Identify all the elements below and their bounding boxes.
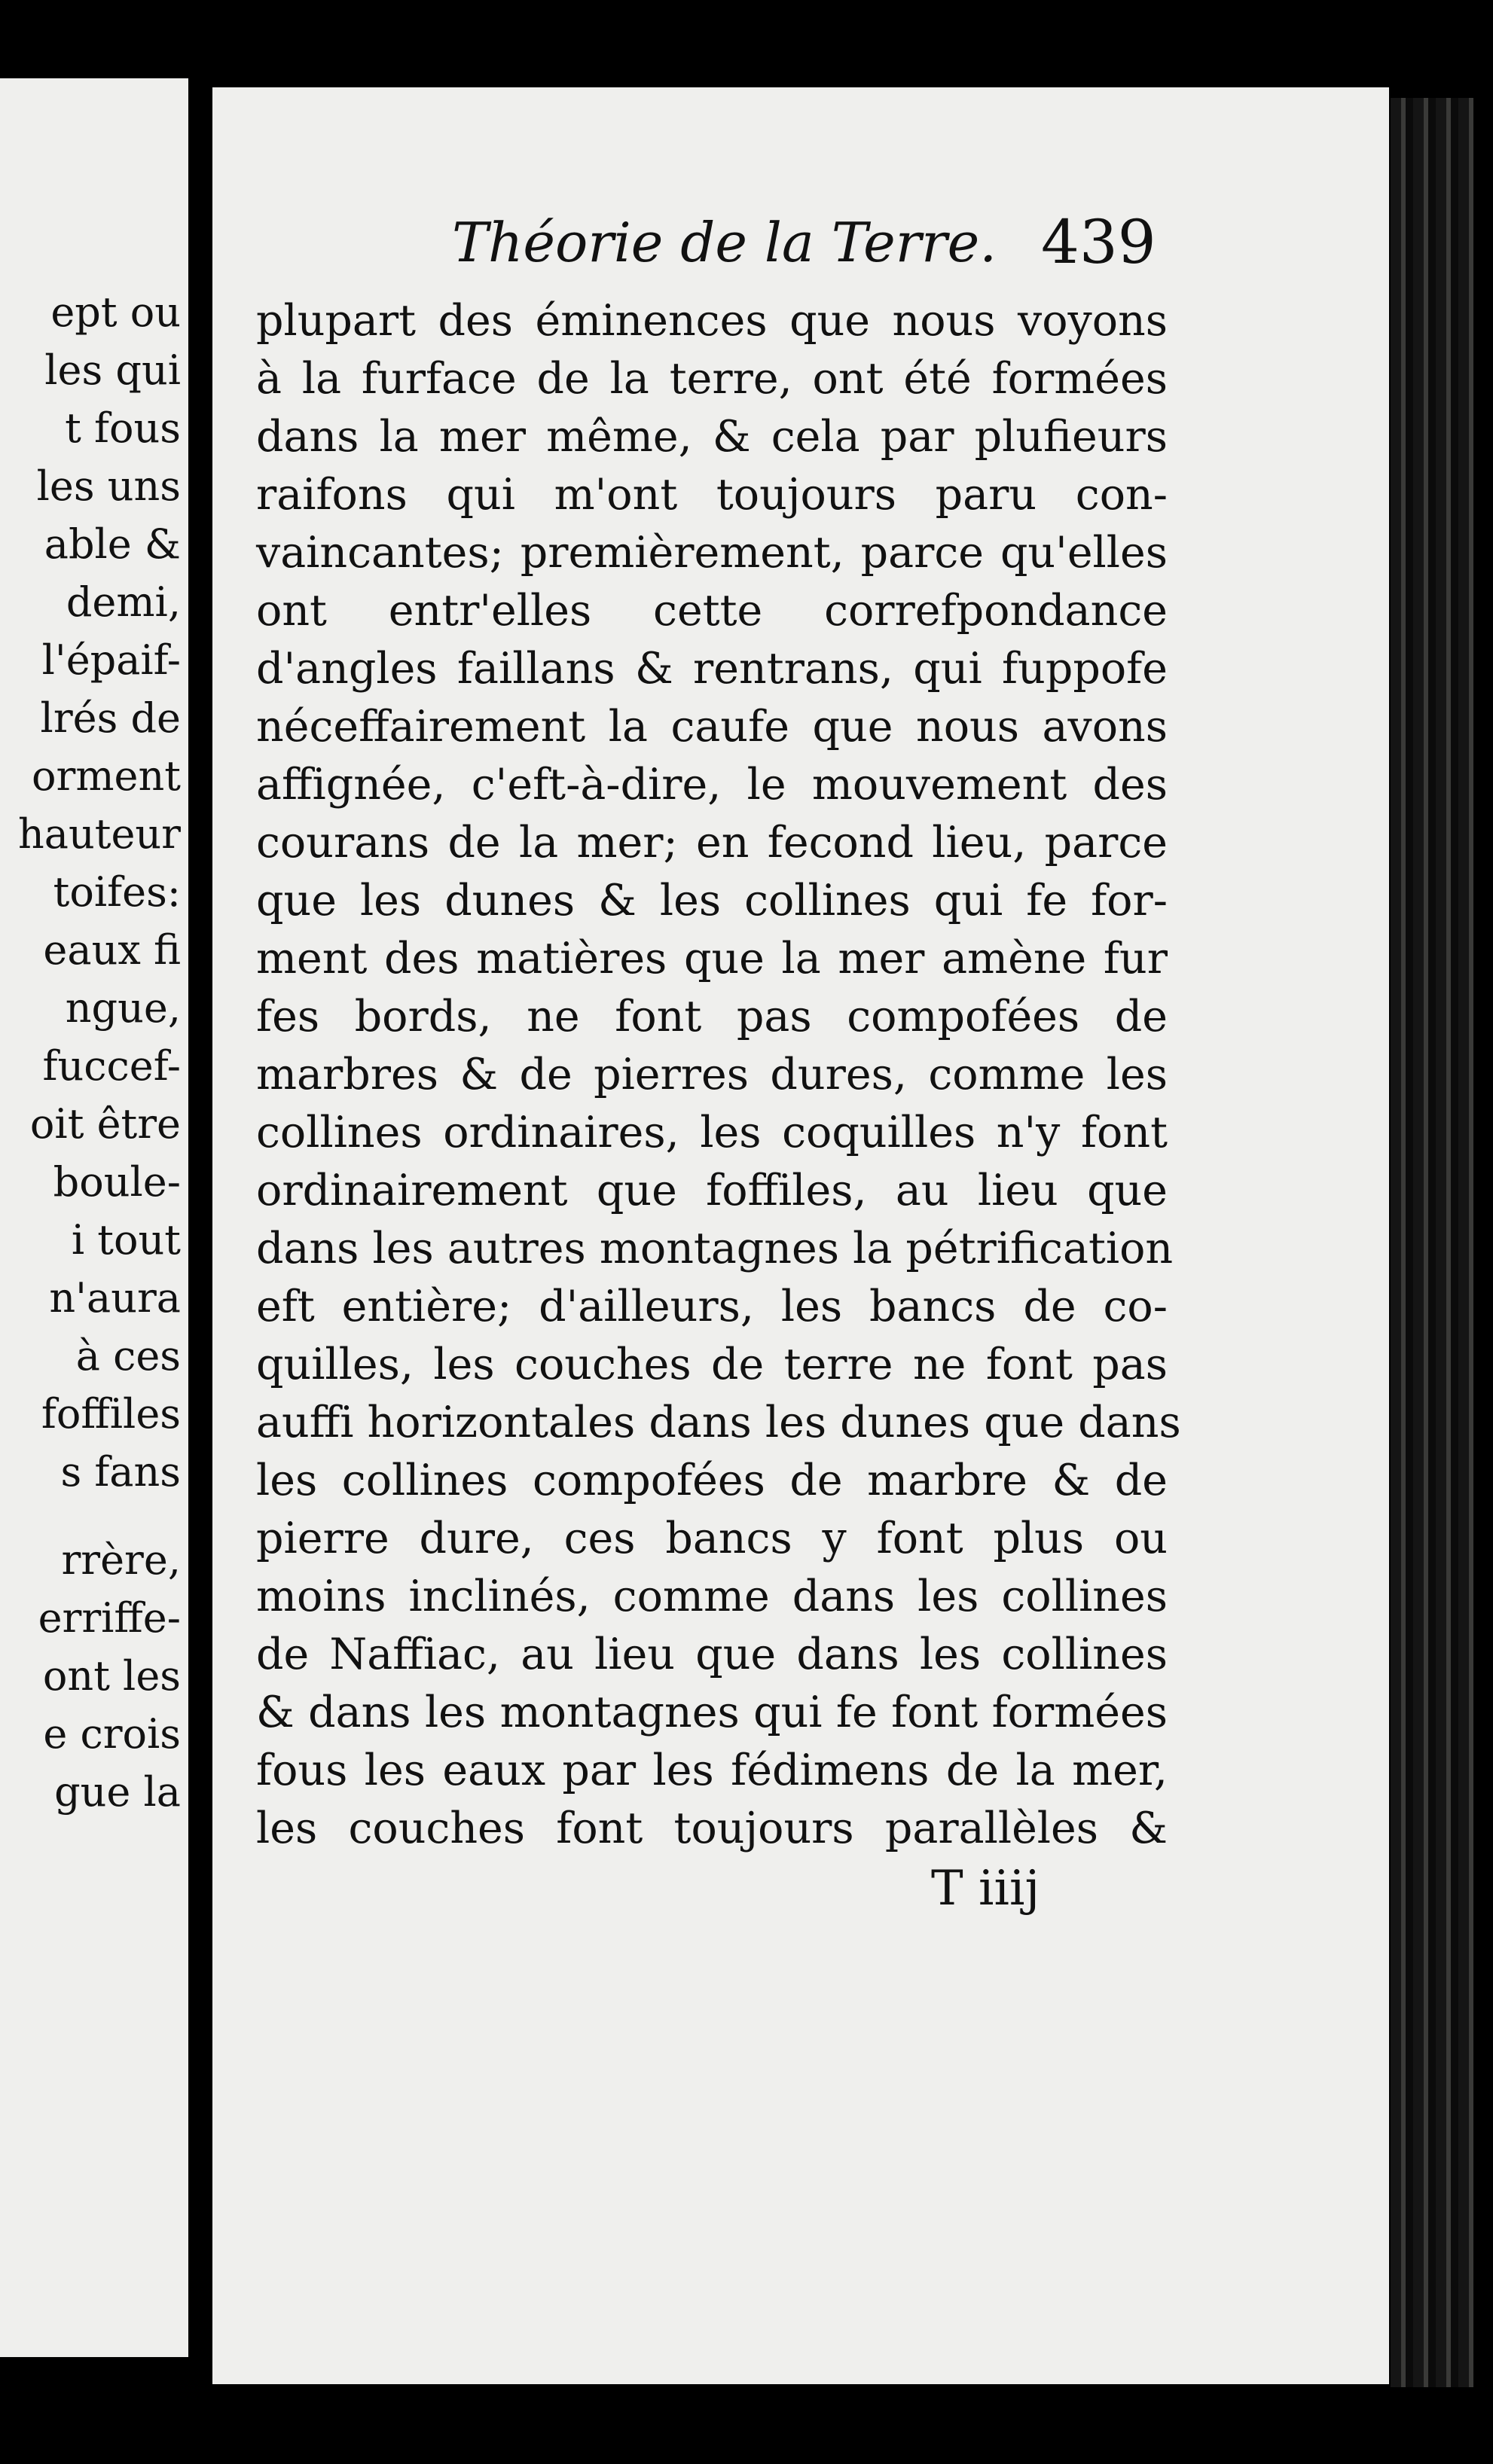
body-line: de Naffiac, au lieu que dans les collines <box>256 1630 1168 1679</box>
body-line: courans de la mer; en fecond lieu, parce <box>256 818 1168 868</box>
body-line: dans les autres montagnes la pétrification <box>256 1224 1174 1273</box>
body-line: fous les eaux par les fédimens de la mer, <box>256 1746 1168 1795</box>
left-line: n'aura <box>49 1274 181 1322</box>
left-line: à ces <box>75 1332 181 1380</box>
body-line: d'angles faillans & rentrans, qui fuppofe <box>256 644 1168 694</box>
left-line: s fans <box>60 1448 181 1496</box>
body-text <box>256 292 1181 1858</box>
body-line: eft entière; d'ailleurs, les bancs de co- <box>256 1282 1168 1331</box>
body-line: affignée, c'eft-à-dire, le mouvement des <box>256 760 1168 810</box>
page-edge <box>1391 98 1473 2387</box>
left-page-text <box>0 283 181 1821</box>
left-line: oit être <box>29 1100 181 1148</box>
left-line: erriffe- <box>38 1594 181 1642</box>
left-line: t fous <box>65 404 181 452</box>
left-line: lrés de <box>40 694 181 742</box>
body-line: raifons qui m'ont toujours paru con- <box>256 470 1168 520</box>
left-line: e crois <box>43 1710 181 1758</box>
left-line: ont les <box>42 1652 181 1700</box>
left-line: l'épaif- <box>41 636 181 684</box>
left-line: ept ou <box>50 288 181 336</box>
left-line: gue la <box>54 1768 181 1816</box>
body-line: néceffairement la caufe que nous avons <box>256 702 1168 752</box>
left-line: ngue, <box>65 984 181 1032</box>
body-line: les couches font toujours parallèles & <box>256 1804 1168 1853</box>
body-line: vaincantes; premièrement, parce qu'elles <box>256 528 1168 578</box>
body-line: dans la mer même, & cela par plufieurs <box>256 412 1168 462</box>
body-line: ont entr'elles cette correfpondance <box>256 586 1168 636</box>
left-paragraph-gap <box>0 1501 181 1531</box>
left-line: demi, <box>66 578 181 626</box>
body-line: que les dunes & les collines qui fe for- <box>256 876 1168 926</box>
left-page <box>0 78 188 2357</box>
left-line: foffiles <box>41 1390 181 1438</box>
left-line: fuccef- <box>42 1042 181 1090</box>
left-line: boule- <box>53 1158 181 1206</box>
left-line: hauteur <box>18 810 181 858</box>
body-line: moins inclinés, comme dans les collines <box>256 1572 1168 1621</box>
body-line: plupart des éminences que nous voyons <box>256 296 1168 346</box>
body-line: fes bords, ne font pas compofées de <box>256 992 1168 1041</box>
left-line: orment <box>32 752 181 800</box>
body-line: auffi horizontales dans les dunes que dans <box>256 1398 1181 1447</box>
left-line: eaux fi <box>43 926 181 974</box>
page-number: 439 <box>1041 207 1156 277</box>
left-line: toifes: <box>53 868 181 916</box>
body-line: marbres & de pierres dures, comme les <box>256 1050 1168 1099</box>
body-line: quilles, les couches de terre ne font pas <box>256 1340 1168 1389</box>
running-head: Théorie de la Terre. <box>452 211 997 274</box>
body-line: ordinairement que foffiles, au lieu que <box>256 1166 1168 1215</box>
body-line: pierre dure, ces bancs y font plus ou <box>256 1514 1168 1563</box>
left-line: rrère, <box>61 1536 181 1584</box>
signature-mark: T iiij <box>931 1861 1040 1917</box>
body-line: ment des matières que la mer amène fur <box>256 934 1168 983</box>
body-line: les collines compofées de marbre & de <box>256 1456 1168 1505</box>
left-line: able & <box>44 520 181 568</box>
left-line: les qui <box>44 346 181 394</box>
left-line: i tout <box>71 1216 181 1264</box>
body-line: & dans les montagnes qui fe font formées <box>256 1688 1168 1737</box>
body-line: collines ordinaires, les coquilles n'y font <box>256 1108 1168 1157</box>
left-line: les uns <box>36 462 181 510</box>
body-line: à la furface de la terre, ont été formées <box>256 354 1168 404</box>
